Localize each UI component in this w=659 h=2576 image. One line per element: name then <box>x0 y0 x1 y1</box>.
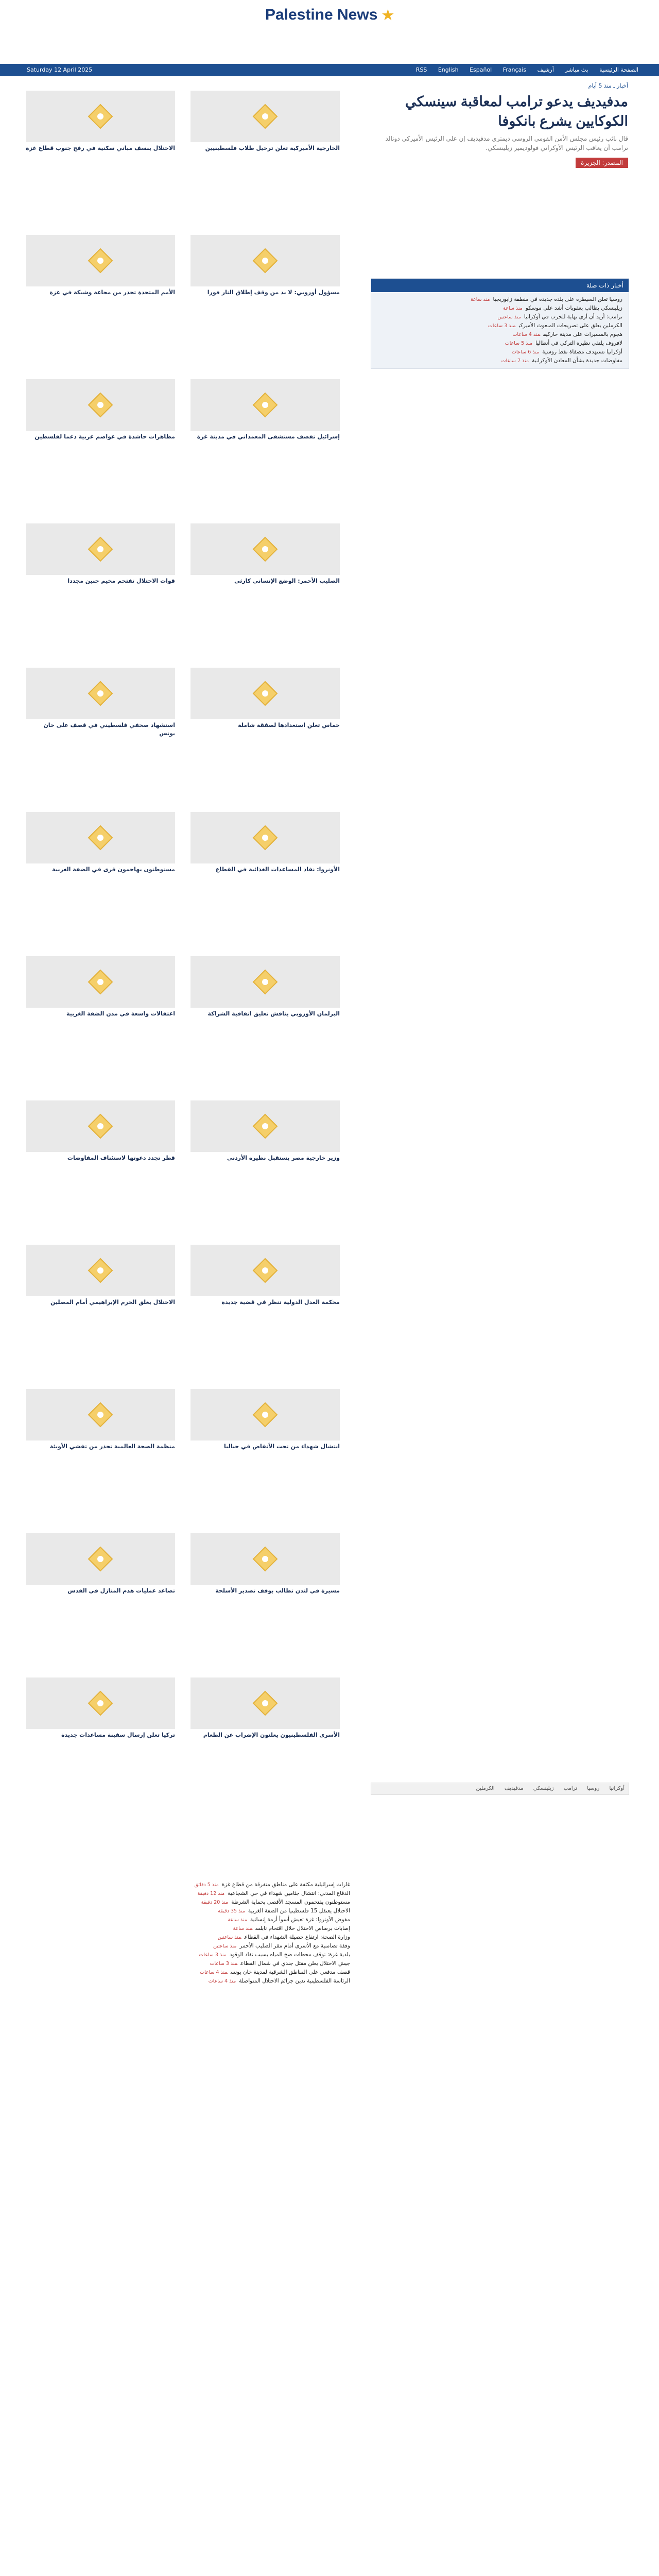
list-item[interactable] <box>21 1933 350 1942</box>
tag-link[interactable]: زيلينسكي <box>533 1786 554 1791</box>
related-news-text[interactable]: أوكرانيا تستهدف مصفاة نفط روسية <box>542 349 622 355</box>
placeholder-logo-icon[interactable] <box>26 956 175 1008</box>
news-card[interactable] <box>190 91 340 178</box>
news-card[interactable] <box>26 523 175 611</box>
news-card-title[interactable]: حماس تعلن استعدادها لصفقة شاملة <box>238 722 340 728</box>
tag-link[interactable]: الكرملين <box>476 1786 495 1791</box>
nav-item-rss[interactable]: RSS <box>415 66 427 73</box>
news-card-title[interactable]: قطر تجدد دعوتها لاستئناف المفاوضات <box>67 1155 175 1161</box>
list-item[interactable] <box>21 1968 350 1977</box>
site-logo[interactable] <box>0 6 659 24</box>
nav-item-live[interactable]: بث مباشر <box>565 66 588 73</box>
list-item-text[interactable]: مفوض الأونروا: غزة تعيش أسوأ أزمة إنسانية <box>250 1917 350 1923</box>
current-date: Saturday 12 April 2025 <box>27 66 93 73</box>
related-news-item[interactable] <box>377 348 622 357</box>
related-news-time: منذ ساعتين <box>497 314 521 320</box>
news-card[interactable] <box>26 1100 175 1188</box>
nav-menu <box>407 66 638 73</box>
news-card[interactable] <box>26 235 175 323</box>
news-card[interactable] <box>26 812 175 900</box>
related-news-text[interactable]: روسيا تعلن السيطرة على بلدة جديدة في منطقة زابوريجيا <box>493 296 622 302</box>
nav-item-archive[interactable]: أرشيف <box>537 66 554 73</box>
list-item[interactable] <box>21 1924 350 1933</box>
news-card-title[interactable]: مسيرة في لندن تطالب بوقف تصدير الأسلحة <box>215 1587 340 1594</box>
related-news-text[interactable]: زيلينسكي يطالب بعقوبات أشد على موسكو <box>525 305 622 311</box>
related-news-item[interactable] <box>377 339 622 348</box>
news-card[interactable] <box>190 523 340 611</box>
latest-news-list <box>21 1880 350 1986</box>
list-item-text[interactable]: الدفاع المدني: انتشال جثامين شهداء في حي الشجاعية <box>228 1890 350 1896</box>
list-item-text[interactable]: مستوطنون يقتحمون المسجد الأقصى بحماية الشرطة <box>231 1899 350 1905</box>
list-item[interactable] <box>21 1889 350 1898</box>
related-news-text[interactable]: مفاوضات جديدة بشأن المعادن الأوكرانية <box>532 358 622 364</box>
news-card[interactable] <box>26 956 175 1044</box>
article-subtitle: قال نائب رئيس مجلس الأمن القومي الروسي ديمتري مدفيديف إن على الرئيس الأميركي دونالد ترامب أن يعاقب الرئيس الأوكراني فولوديمير زيلينسكي. <box>385 135 628 151</box>
related-news-time: منذ 4 ساعات <box>512 332 541 337</box>
news-card-title[interactable]: مظاهرات حاشدة في عواصم عربية دعما لفلسطين <box>34 433 175 440</box>
list-item-text[interactable]: إصابات برصاص الاحتلال خلال اقتحام نابلس <box>255 1925 350 1931</box>
placeholder-logo-icon[interactable] <box>190 956 340 1008</box>
news-card-title[interactable]: محكمة العدل الدولية تنظر في قضية جديدة <box>221 1299 340 1306</box>
news-card[interactable] <box>26 1389 175 1477</box>
related-news-item[interactable] <box>377 313 622 321</box>
list-item-time: منذ 35 دقيقة <box>218 1908 246 1914</box>
placeholder-logo-icon[interactable] <box>190 235 340 286</box>
placeholder-logo-icon[interactable] <box>26 379 175 431</box>
placeholder-logo-icon[interactable] <box>190 668 340 719</box>
list-item-text[interactable]: قصف مدفعي على المناطق الشرقية لمدينة خان يونس <box>230 1969 350 1975</box>
tag-link[interactable]: روسيا <box>587 1786 600 1791</box>
placeholder-logo-icon[interactable] <box>190 523 340 575</box>
placeholder-logo-icon[interactable] <box>26 91 175 142</box>
tag-link[interactable]: ترامب <box>563 1786 577 1791</box>
list-item[interactable] <box>21 1898 350 1907</box>
news-card-title[interactable]: الصليب الأحمر: الوضع الإنساني كارثي <box>234 578 340 584</box>
placeholder-logo-icon[interactable] <box>26 812 175 863</box>
related-news-item[interactable] <box>377 295 622 304</box>
news-card[interactable] <box>26 1533 175 1621</box>
header <box>0 0 659 29</box>
news-card[interactable] <box>190 1100 340 1188</box>
news-card[interactable] <box>26 668 175 755</box>
list-item-time: منذ ساعة <box>233 1926 253 1931</box>
placeholder-logo-icon[interactable] <box>190 1677 340 1729</box>
news-card[interactable] <box>190 235 340 323</box>
list-item-time: منذ 5 دقائق <box>194 1882 219 1888</box>
list-item[interactable] <box>21 1951 350 1959</box>
news-card[interactable] <box>26 379 175 467</box>
placeholder-logo-icon[interactable] <box>26 1677 175 1729</box>
news-card-title[interactable]: الاحتلال يغلق الحرم الإبراهيمي أمام المصلين <box>50 1299 175 1306</box>
news-card[interactable] <box>190 812 340 900</box>
placeholder-logo-icon[interactable] <box>190 91 340 142</box>
news-card-title[interactable]: الأسرى الفلسطينيون يعلنون الإضراب عن الطعام <box>203 1732 340 1738</box>
list-item-text[interactable]: الاحتلال يعتقل 15 فلسطينيا من الضفة الغربية <box>248 1908 350 1914</box>
tag-link[interactable]: مدفيديف <box>504 1786 524 1791</box>
news-card-title[interactable]: مستوطنون يهاجمون قرى في الضفة الغربية <box>52 866 175 873</box>
placeholder-logo-icon[interactable] <box>26 235 175 286</box>
news-card[interactable] <box>26 1677 175 1765</box>
news-card-title[interactable]: قوات الاحتلال تقتحم مخيم جنين مجددا <box>67 578 175 584</box>
related-news-time: منذ 5 ساعات <box>505 341 533 346</box>
related-news-text[interactable]: لافروف يلتقي نظيره التركي في أنطاليا <box>535 340 622 346</box>
related-news-time: منذ 6 ساعات <box>511 349 540 355</box>
news-card-title[interactable]: إسرائيل تقصف مستشفى المعمداني في مدينة غزة <box>197 433 340 440</box>
list-item[interactable] <box>21 1916 350 1924</box>
news-card-title[interactable]: مسؤول أوروبي: لا بد من وقف إطلاق النار فورا <box>207 289 340 296</box>
article-header <box>371 92 628 168</box>
source-badge[interactable]: المصدر: الجزيرة <box>576 158 628 168</box>
list-item-text[interactable]: بلدية غزة: توقف محطات ضخ المياه بسبب نفاد الوقود <box>229 1952 350 1958</box>
news-card-title[interactable]: البرلمان الأوروبي يناقش تعليق اتفاقية الشراكة <box>207 1010 340 1017</box>
nav-item-spanish[interactable]: Español <box>470 66 492 73</box>
list-item-text[interactable]: وقفة تضامنية مع الأسرى أمام مقر الصليب الأحمر <box>239 1943 350 1949</box>
news-card-title[interactable]: تركيا تعلن إرسال سفينة مساعدات جديدة <box>61 1732 175 1738</box>
placeholder-logo-icon[interactable] <box>26 1100 175 1152</box>
list-item-time: منذ ساعتين <box>217 1935 241 1940</box>
related-news-text[interactable]: ترامب: أريد أن أرى نهاية للحرب في أوكرانيا <box>524 314 622 320</box>
news-card[interactable] <box>26 1245 175 1332</box>
list-item-time: منذ 4 ساعات <box>200 1970 228 1975</box>
tag-link[interactable]: أوكرانيا <box>609 1786 625 1791</box>
related-news-text[interactable]: الكرملين يعلق على تصريحات المبعوث الأميركي <box>518 323 622 329</box>
list-item-time: منذ ساعة <box>228 1917 247 1923</box>
news-card-title[interactable]: الخارجية الأميركية تعلن ترحيل طلاب فلسطينيين <box>205 145 340 151</box>
nav-item-english[interactable]: English <box>438 66 459 73</box>
placeholder-logo-icon[interactable] <box>190 1100 340 1152</box>
logo-text[interactable]: Palestine News <box>265 6 378 23</box>
placeholder-logo-icon[interactable] <box>26 523 175 575</box>
news-card[interactable] <box>190 956 340 1044</box>
list-item[interactable] <box>21 1959 350 1968</box>
news-card-title[interactable]: منظمة الصحة العالمية تحذر من تفشي الأوبئة <box>49 1443 175 1450</box>
related-news-time: منذ ساعة <box>470 297 490 302</box>
news-card[interactable] <box>190 1677 340 1765</box>
related-news-time: منذ 7 ساعات <box>501 358 529 364</box>
news-card-title[interactable]: الاحتلال ينسف مباني سكنية في رفح جنوب قطاع غزة <box>26 145 175 151</box>
placeholder-logo-icon[interactable] <box>26 1533 175 1585</box>
nav-bar <box>0 64 659 76</box>
related-news-item[interactable] <box>377 357 622 365</box>
news-card-title[interactable]: الأمم المتحدة تحذر من مجاعة وشيكة في غزة <box>49 289 175 296</box>
related-news-item[interactable] <box>377 321 622 330</box>
placeholder-logo-icon[interactable] <box>190 1245 340 1296</box>
article-title: مدفيديف يدعو ترامب لمعاقبة سينسكي الكوكايين يشرع بانكوفا <box>405 94 628 129</box>
news-card-title[interactable]: اعتقالات واسعة في مدن الضفة الغربية <box>66 1010 175 1017</box>
list-item[interactable] <box>21 1942 350 1951</box>
list-item-text[interactable]: جيش الاحتلال يعلن مقتل جندي في شمال القطاع <box>240 1960 350 1967</box>
list-item[interactable] <box>21 1880 350 1889</box>
related-news-list <box>371 292 629 368</box>
placeholder-logo-icon[interactable] <box>190 1389 340 1440</box>
news-card-title[interactable]: وزير خارجية مصر يستقبل نظيره الأردني <box>227 1155 340 1161</box>
list-item-time: منذ 4 ساعات <box>208 1978 236 1984</box>
placeholder-logo-icon[interactable] <box>26 668 175 719</box>
nav-item-french[interactable]: Français <box>502 66 527 73</box>
list-item-time: منذ 3 ساعات <box>199 1952 227 1958</box>
news-card-title[interactable]: تصاعد عمليات هدم المنازل في القدس <box>67 1587 175 1594</box>
list-item-time: منذ ساعتين <box>213 1943 237 1949</box>
placeholder-logo-icon[interactable] <box>26 1245 175 1296</box>
related-news-box <box>371 278 629 369</box>
list-item[interactable] <box>21 1977 350 1986</box>
list-item-time: منذ 12 دقيقة <box>197 1891 225 1896</box>
news-card[interactable] <box>190 1533 340 1621</box>
related-news-time: منذ 3 ساعات <box>488 323 516 329</box>
news-card-title[interactable]: الأونروا: نفاد المساعدات الغذائية في القطاع <box>215 866 340 873</box>
related-news-heading: أخبار ذات صلة <box>371 279 629 292</box>
related-news-item[interactable] <box>377 304 622 313</box>
list-item-text[interactable]: وزارة الصحة: ارتفاع حصيلة الشهداء في القطاع <box>244 1934 350 1940</box>
latest-news-items <box>21 1880 350 1986</box>
nav-item-home[interactable]: الصفحة الرئيسية <box>599 66 638 73</box>
list-item-text[interactable]: غارات إسرائيلية مكثفة على مناطق متفرقة من قطاع غزة <box>221 1882 350 1888</box>
news-card[interactable] <box>190 1245 340 1332</box>
placeholder-logo-icon[interactable] <box>26 1389 175 1440</box>
placeholder-logo-icon[interactable] <box>190 1533 340 1585</box>
related-news-text[interactable]: هجوم بالمسيرات على مدينة خاركيف <box>543 331 622 337</box>
placeholder-logo-icon[interactable] <box>190 379 340 431</box>
news-card[interactable] <box>26 91 175 178</box>
star-icon: ★ <box>381 7 394 23</box>
related-news-item[interactable] <box>377 330 622 339</box>
news-card[interactable] <box>190 379 340 467</box>
tags-bar <box>371 1783 629 1795</box>
news-card[interactable] <box>190 1389 340 1477</box>
news-card[interactable] <box>190 668 340 755</box>
news-card-title[interactable]: انتشال شهداء من تحت الأنقاض في جباليا <box>223 1443 340 1450</box>
list-item-time: منذ 20 دقيقة <box>201 1900 229 1905</box>
placeholder-logo-icon[interactable] <box>190 812 340 863</box>
news-card-title[interactable]: استشهاد صحفي فلسطيني في قصف على خان يونس <box>43 722 175 737</box>
list-item-text[interactable]: الرئاسة الفلسطينية تدين جرائم الاحتلال المتواصلة <box>239 1978 350 1984</box>
list-item-time: منذ 3 ساعات <box>210 1961 238 1967</box>
breadcrumb[interactable]: أخبار ـ منذ 5 أيام <box>588 82 628 89</box>
list-item[interactable] <box>21 1907 350 1916</box>
related-news-time: منذ ساعة <box>503 306 523 311</box>
